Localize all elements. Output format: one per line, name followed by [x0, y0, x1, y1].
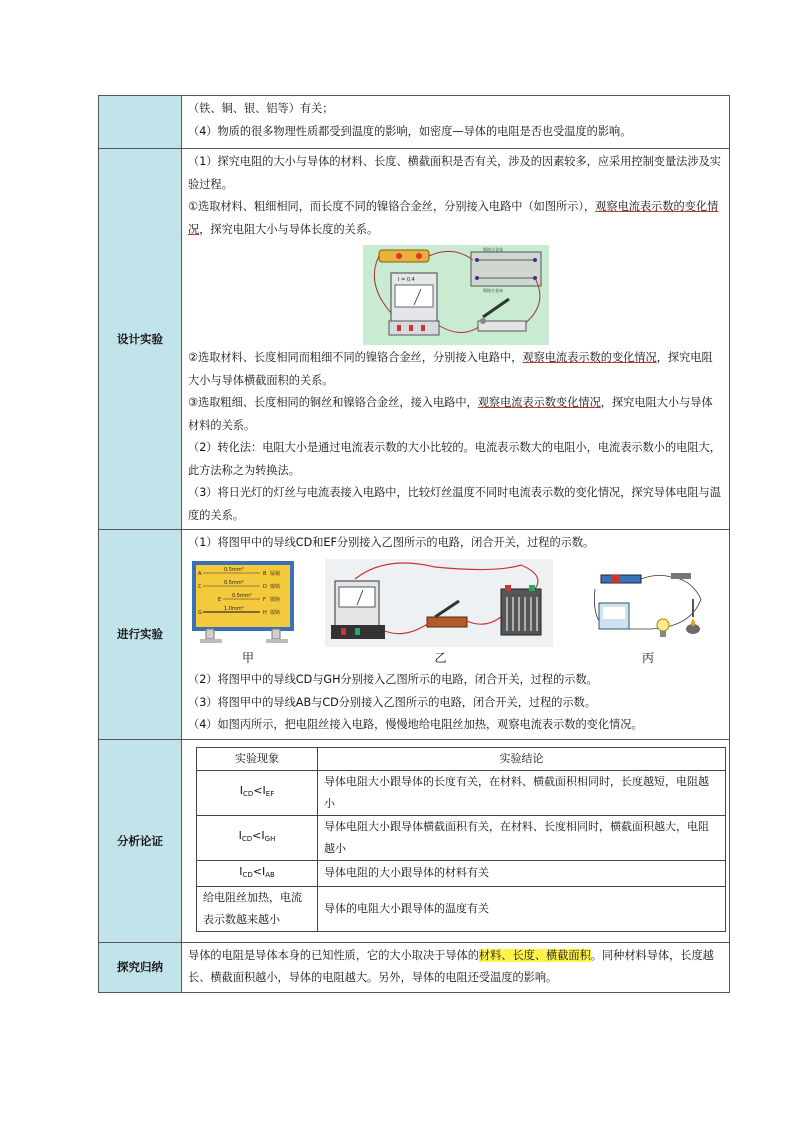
sub-1: CD [242, 870, 253, 879]
summary-text-a: 导体的电阻是导体本身的已知性质，它的大小取决于导体的 [188, 948, 479, 962]
figure-captions [188, 647, 723, 670]
conduct-content [182, 530, 730, 740]
design-p2 [188, 196, 723, 241]
phenomenon-cell [197, 860, 318, 886]
comparison: <I [253, 784, 266, 797]
current-symbol: I [239, 864, 243, 878]
design-p3 [188, 347, 723, 392]
summary-highlight: 材料、长度、横截面积 [478, 948, 591, 962]
sub-2: GH [264, 835, 276, 843]
board-mat: 镍铬 [270, 596, 281, 603]
board-mat: 镍铬 [270, 609, 281, 616]
analysis-label: 分析论证 [99, 739, 182, 942]
board-r: B [263, 570, 267, 577]
board-l: A [198, 570, 202, 577]
analysis-table [196, 747, 726, 932]
comparison: <I [252, 829, 265, 842]
summary-row [99, 942, 730, 992]
current-symbol: I [239, 784, 244, 797]
summary-text-b: 。同种材料导体，长度越长、横截面积越小，导体的电阻越大。另外，导体的电阻还受温度的影响。 [188, 948, 714, 984]
intro-content [182, 96, 730, 149]
conduct-p2: （2）将图甲中的导线CD与GH分别接入乙图所示的电路，闭合开关，过程的示数。 [188, 673, 598, 686]
design-p6: （3）将日光灯的灯丝与电流表接入电路中，比较灯丝温度不同时电流表示数的变化情况，探究导体电阻与温度的关系。 [188, 486, 721, 522]
table-row [197, 770, 726, 815]
board-mat: 锰铜 [270, 570, 281, 577]
board-r: H [263, 609, 267, 616]
header-conclusion: 实验结论 [318, 747, 726, 770]
conclusion-cell: 导体电阻大小跟导体的长度有关，在材料、横截面积相同时，长度越短，电阻越小 [318, 770, 726, 815]
design-p2-underline: 观察电流表示数的变化情况 [188, 200, 719, 236]
circuit-figure-1 [188, 241, 723, 347]
intro-line-2: （4）物质的很多物理性质都受到温度的影响，如密度—导体的电阻是否也受温度的影响。 [188, 124, 632, 138]
design-content [182, 149, 730, 530]
board-area: 0.5mm² [232, 592, 252, 599]
design-p5: （2）转化法：电阻大小是通过电流表示数的大小比较的。电流表示数大的电阻小，电流表示数小的电阻大，此方法称之为转换法。 [188, 441, 721, 477]
board-mat: 镍铬 [270, 583, 281, 590]
design-p3-tail: ，探究电阻大小与导体横截面积的关系。 [188, 351, 713, 387]
fig-wire-label-2: 镍铬合金丝 [482, 288, 503, 293]
summary-text [188, 945, 723, 990]
design-label: 设计实验 [99, 149, 182, 530]
sub-1: CD [243, 790, 254, 798]
board-l: E [218, 596, 222, 603]
sub-1: CD [241, 835, 253, 843]
design-p4 [188, 392, 723, 437]
figure-bing-circuit [581, 559, 721, 647]
header-phenomenon: 实验现象 [197, 747, 318, 770]
conduct-p3: （3）将图甲中的导线AB与CD分别接入乙图所示的电路，闭合开关，过程的示数。 [188, 695, 597, 709]
conduct-p1: （1）将图甲中的导线CD和EF分别接入乙图所示的电路，闭合开关，过程的示数。 [188, 536, 595, 549]
caption-yi: 乙 [434, 650, 447, 665]
fig-wire-label-1: 镍铬合金丝 [482, 247, 503, 252]
sub-2: EF [265, 790, 275, 798]
intro-line-1: （铁、铜、银、铝等）有关； [188, 102, 334, 115]
conduct-row [99, 530, 730, 740]
design-row [99, 149, 730, 530]
table-row [197, 886, 726, 931]
page [98, 95, 730, 993]
conduct-label: 进行实验 [99, 530, 182, 740]
conduct-p4: （4）如图丙所示，把电阻丝接入电路，慢慢地给电阻丝加热，观察电流表示数的变化情况。 [188, 718, 643, 731]
design-p2-text: ①选取材料、粗细相同，而长度不同的镍铬合金丝，分别接入电路中（如图所示）， [188, 200, 596, 213]
analysis-row [99, 739, 730, 942]
sub-2: AB [265, 870, 275, 879]
intro-label-cell [99, 96, 182, 149]
caption-bing: 丙 [641, 650, 654, 665]
board-r: D [263, 583, 267, 590]
caption-jia: 甲 [241, 650, 254, 665]
board-area: 0.5mm² [224, 566, 244, 573]
table-row [197, 860, 726, 886]
design-p3-text: ②选取材料、长度相同而粗细不同的镍铬合金丝，分别接入电路中， [188, 351, 523, 364]
experiment-table [98, 95, 730, 993]
intro-row [99, 96, 730, 149]
fig-ammeter-reading: I = 0.4 [397, 277, 415, 283]
current-symbol: I [238, 829, 242, 842]
phenomenon-cell [197, 770, 318, 815]
analysis-content [182, 739, 730, 942]
board-l: G [198, 609, 202, 616]
design-p2-tail: ，探究电阻大小与导体长度的关系。 [199, 222, 379, 236]
circuit-figure-1-image [363, 245, 549, 345]
conclusion-cell: 导体电阻大小跟导体横截面积有关，在材料、长度相同时，横截面积越大，电阻越小 [318, 815, 726, 860]
design-p1: （1）探究电阻的大小与导体的材料、长度、横截面积是否有关，涉及的因素较多，应采用控制变量法涉及实验过程。 [188, 155, 721, 191]
phenomenon-cell: 给电阻丝加热，电流表示数越来越小 [197, 886, 318, 931]
figure-jia-wire-board [190, 559, 296, 647]
design-p4-tail: ，探究电阻大小与导体材料的关系。 [188, 396, 713, 432]
analysis-header-row [197, 747, 726, 770]
conclusion-cell: 导体的电阻大小跟导体的温度有关 [318, 886, 726, 931]
board-l: C [198, 583, 202, 590]
conduct-figures [188, 555, 723, 647]
summary-content [182, 942, 730, 992]
design-p4-underline: 观察电流表示数变化情况 [477, 396, 601, 409]
conclusion-cell: 导体电阻的大小跟导体的材料有关 [318, 860, 726, 886]
comparison: <I [252, 864, 266, 878]
board-area: 0.5mm² [224, 579, 244, 586]
phenomenon-cell [197, 815, 318, 860]
summary-label: 探究归纳 [99, 942, 182, 992]
table-row [197, 815, 726, 860]
figure-yi-circuit [325, 559, 553, 647]
board-r: F [263, 596, 266, 603]
design-p3-underline: 观察电流表示数的变化情况 [522, 351, 657, 364]
design-p4-text: ③选取粗细、长度相同的铜丝和镍铬合金丝，接入电路中， [188, 396, 478, 409]
board-area: 1.0mm² [224, 605, 244, 612]
